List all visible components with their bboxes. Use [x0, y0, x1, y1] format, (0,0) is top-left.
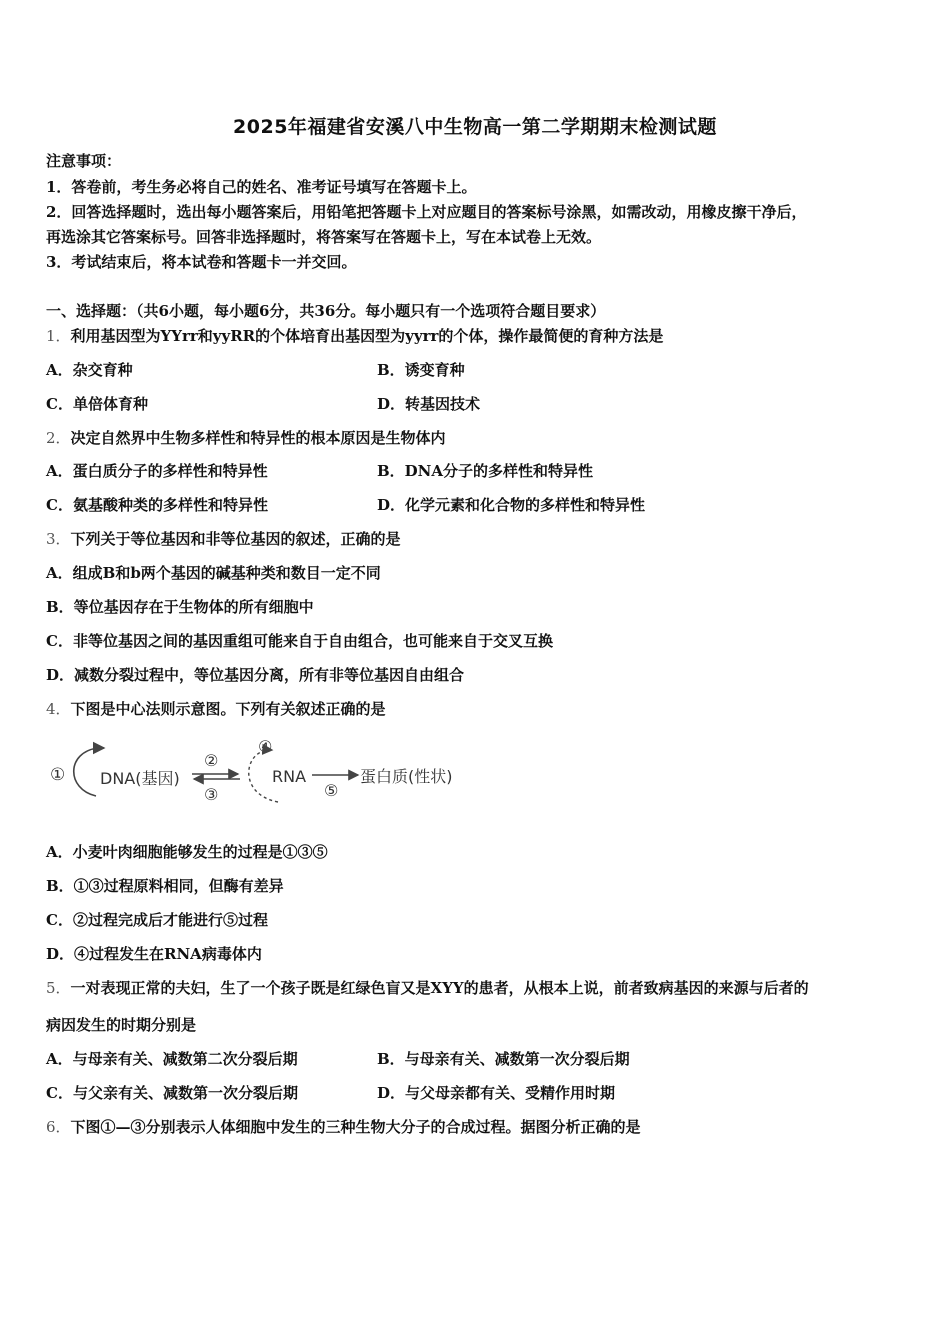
question-number: 6． [46, 1118, 71, 1136]
q4-option-c[interactable]: C．②过程完成后才能进行⑤过程 [46, 911, 268, 929]
notice-item: 再选涂其它答案标号。回答非选择题时，将答案写在答题卡上，写在本试卷上无效。 [46, 228, 602, 246]
section-heading: 一、选择题：（共6小题，每小题6分，共36分。每小题只有一个选项符合题目要求） [46, 302, 606, 320]
q2-option-b[interactable]: B．DNA分子的多样性和特异性 [377, 462, 594, 480]
q5-option-b[interactable]: B．与母亲有关、减数第一次分裂后期 [377, 1050, 630, 1068]
q3-option-b[interactable]: B．等位基因存在于生物体的所有细胞中 [46, 598, 314, 616]
q5-option-c[interactable]: C．与父亲有关、减数第一次分裂后期 [46, 1084, 298, 1102]
q4-option-b[interactable]: B．①③过程原料相同，但酶有差异 [46, 877, 284, 895]
label-process-1: ① [50, 765, 66, 785]
q1-option-c[interactable]: C．单倍体育种 [46, 395, 148, 413]
question-number: 3． [46, 530, 71, 548]
question-text: 利用基因型为YYrr和yyRR的个体培育出基因型为yyrr的个体，操作最简便的育种方法是 [70, 327, 664, 345]
label-dna: DNA(基因) [100, 769, 180, 788]
q1-option-d[interactable]: D．转基因技术 [377, 395, 481, 413]
label-process-4: ④ [258, 737, 273, 756]
q2-option-a[interactable]: A．蛋白质分子的多样性和特异性 [46, 462, 268, 480]
question-number: 1． [46, 327, 71, 345]
question-number: 5． [46, 979, 71, 997]
question-5-stem [46, 978, 809, 998]
question-text: 下列关于等位基因和非等位基因的叙述，正确的是 [70, 530, 401, 548]
question-2-stem [46, 428, 446, 448]
label-protein: 蛋白质(性状) [360, 767, 453, 786]
question-3-stem [46, 529, 401, 549]
question-text: 一对表现正常的夫妇，生了一个孩子既是红绿色盲又是XYY的患者，从根本上说，前者致病基因的来源与后者的 [70, 979, 809, 997]
q3-option-a[interactable]: A．组成B和b两个基因的碱基种类和数目一定不同 [46, 564, 381, 582]
central-dogma-diagram [46, 734, 476, 806]
exam-title: 2025年福建省安溪八中生物高一第二学期期末检测试题 [233, 116, 717, 138]
question-text: 下图①—③分别表示人体细胞中发生的三种生物大分子的合成过程。据图分析正确的是 [70, 1118, 641, 1136]
label-process-5: ⑤ [324, 781, 339, 800]
question-text: 下图是中心法则示意图。下列有关叙述正确的是 [70, 700, 386, 718]
question-4-stem [46, 699, 386, 719]
question-1-stem [46, 326, 663, 346]
notice-item: 2．回答选择题时，选出每小题答案后，用铅笔把答题卡上对应题目的答案标号涂黑，如需改动，用橡皮擦干净后， [46, 203, 807, 221]
label-process-3: ③ [204, 785, 219, 804]
q4-option-d[interactable]: D．④过程发生在RNA病毒体内 [46, 945, 262, 963]
q5-option-a[interactable]: A．与母亲有关、减数第二次分裂后期 [46, 1050, 298, 1068]
question-number: 4． [46, 700, 71, 718]
question-6-stem [46, 1117, 641, 1137]
notice-heading: 注意事项： [46, 152, 122, 170]
question-number: 2． [46, 429, 71, 447]
q1-option-b[interactable]: B．诱变育种 [377, 361, 465, 379]
question-5-stem-continued: 病因发生的时期分别是 [46, 1016, 197, 1034]
q2-option-d[interactable]: D．化学元素和化合物的多样性和特异性 [377, 496, 646, 514]
notice-item: 1．答卷前，考生务必将自己的姓名、准考证号填写在答题卡上。 [46, 178, 477, 196]
q5-option-d[interactable]: D．与父母亲都有关、受精作用时期 [377, 1084, 616, 1102]
q4-option-a[interactable]: A．小麦叶肉细胞能够发生的过程是①③⑤ [46, 843, 328, 861]
q1-option-a[interactable]: A．杂交育种 [46, 361, 133, 379]
q2-option-c[interactable]: C．氨基酸种类的多样性和特异性 [46, 496, 268, 514]
notice-item: 3．考试结束后，将本试卷和答题卡一并交回。 [46, 253, 357, 271]
label-process-2: ② [204, 751, 219, 770]
question-text: 决定自然界中生物多样性和特异性的根本原因是生物体内 [70, 429, 446, 447]
q3-option-d[interactable]: D．减数分裂过程中，等位基因分离，所有非等位基因自由组合 [46, 666, 465, 684]
label-rna: RNA [272, 767, 307, 786]
q3-option-c[interactable]: C．非等位基因之间的基因重组可能来自于自由组合，也可能来自于交叉互换 [46, 632, 553, 650]
